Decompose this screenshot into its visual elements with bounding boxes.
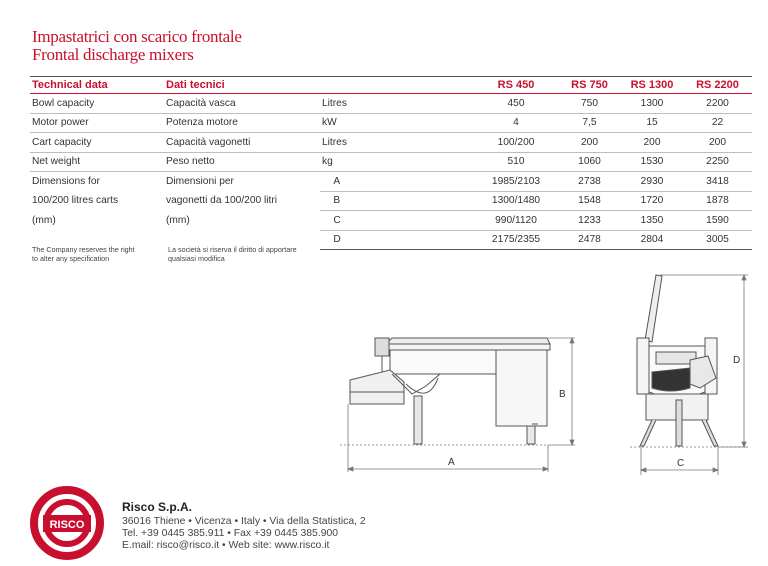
dimension-label-a: A [448,457,455,468]
table-cell: 1300 [621,94,683,114]
table-cell: 990/1120 [474,211,558,231]
dimension-letter: C [333,214,341,226]
dimension-letter: A [333,175,341,187]
row-label-en: Bowl capacity [30,94,164,114]
dimensions-label-it: Dimensioni per [166,176,234,187]
table-cell: 200 [621,133,683,153]
row-label-en: Net weight [30,152,164,172]
row-label-it: Capacità vagonetti [164,133,320,153]
table-cell: 2250 [683,152,752,172]
table-cell: 1350 [621,211,683,231]
table-cell: 2804 [621,230,683,250]
risco-logo [34,490,100,556]
company-phone: Tel. +39 0445 385.911 • Fax +39 0445 385.900 [122,528,339,539]
table-cell: 450 [474,94,558,114]
table-cell: 1590 [683,211,752,231]
row-label-en: Cart capacity [30,133,164,153]
table-cell: 750 [558,94,621,114]
dimension-letter: D [333,234,341,246]
table-cell: 1233 [558,211,621,231]
table-cell: 2200 [683,94,752,114]
side-view-drawing [340,338,550,445]
note-line: La società si riserva il diritto di apportare [168,245,297,254]
company-address: 36016 Thiene • Vicenza • Italy • Via della Statistica, 2 [122,516,366,527]
table-cell: 1530 [621,152,683,172]
title-italian: Impastatrici con scarico frontale [32,27,242,46]
table-cell: 100/200 [474,133,558,153]
dimensions-label-it: (mm) [166,214,190,226]
table-cell: 200 [683,133,752,153]
note-line: The Company reserves the right [32,245,135,254]
company-web: E.mail: risco@risco.it • Web site: www.risco.it [122,540,330,551]
dimensions-label-en: 100/200 litres carts [32,195,119,207]
note-line: qualsiasi modifica [168,254,225,263]
table-cell: 1720 [621,191,683,211]
table-cell: 2738 [558,172,621,192]
dimension-label-d: D [733,355,741,366]
row-label-it: Peso netto [164,152,320,172]
logo-text: RISCO [49,519,85,531]
dimension-label-c: C [677,458,685,469]
note-line: to alter any specification [32,254,110,263]
dimensions-label-en: (mm) [32,214,56,226]
table-cell: 1300/1480 [474,191,558,211]
title-english: Frontal discharge mixers [32,45,194,64]
table-cell: 510 [474,152,558,172]
table-cell: 2478 [558,230,621,250]
dimensions-label-en: Dimensions for [32,176,100,187]
table-cell: 200 [558,133,621,153]
dimension-letter: B [333,195,341,207]
table-cell: 2930 [621,172,683,192]
row-unit: Litres [320,94,474,114]
table-cell: 2175/2355 [474,230,558,250]
table-cell: 1878 [683,191,752,211]
row-label-it: Potenza motore [164,113,320,133]
header-model: RS 750 [558,77,621,94]
table-cell: 1060 [558,152,621,172]
header-model: RS 2200 [683,77,752,94]
row-unit: kW [320,113,474,133]
header-model: RS 1300 [621,77,683,94]
header-dati-tecnici: Dati tecnici [164,77,320,94]
table-cell: 7,5 [558,113,621,133]
company-name: Risco S.p.A. [122,500,193,514]
table-cell: 15 [621,113,683,133]
front-view-drawing [630,275,740,447]
header-technical-data: Technical data [30,77,164,94]
table-cell: 3418 [683,172,752,192]
table-cell: 1548 [558,191,621,211]
table-cell: 4 [474,113,558,133]
header-model: RS 450 [474,77,558,94]
dimensions-label-it: vagonetti da 100/200 litri [166,195,278,207]
table-cell: 22 [683,113,752,133]
dimension-label-b: B [559,389,566,400]
row-label-en: Motor power [30,113,164,133]
row-unit: kg [320,152,474,172]
table-cell: 3005 [683,230,752,250]
row-label-it: Capacità vasca [164,94,320,114]
table-cell: 1985/2103 [474,172,558,192]
row-unit: Litres [320,133,474,153]
